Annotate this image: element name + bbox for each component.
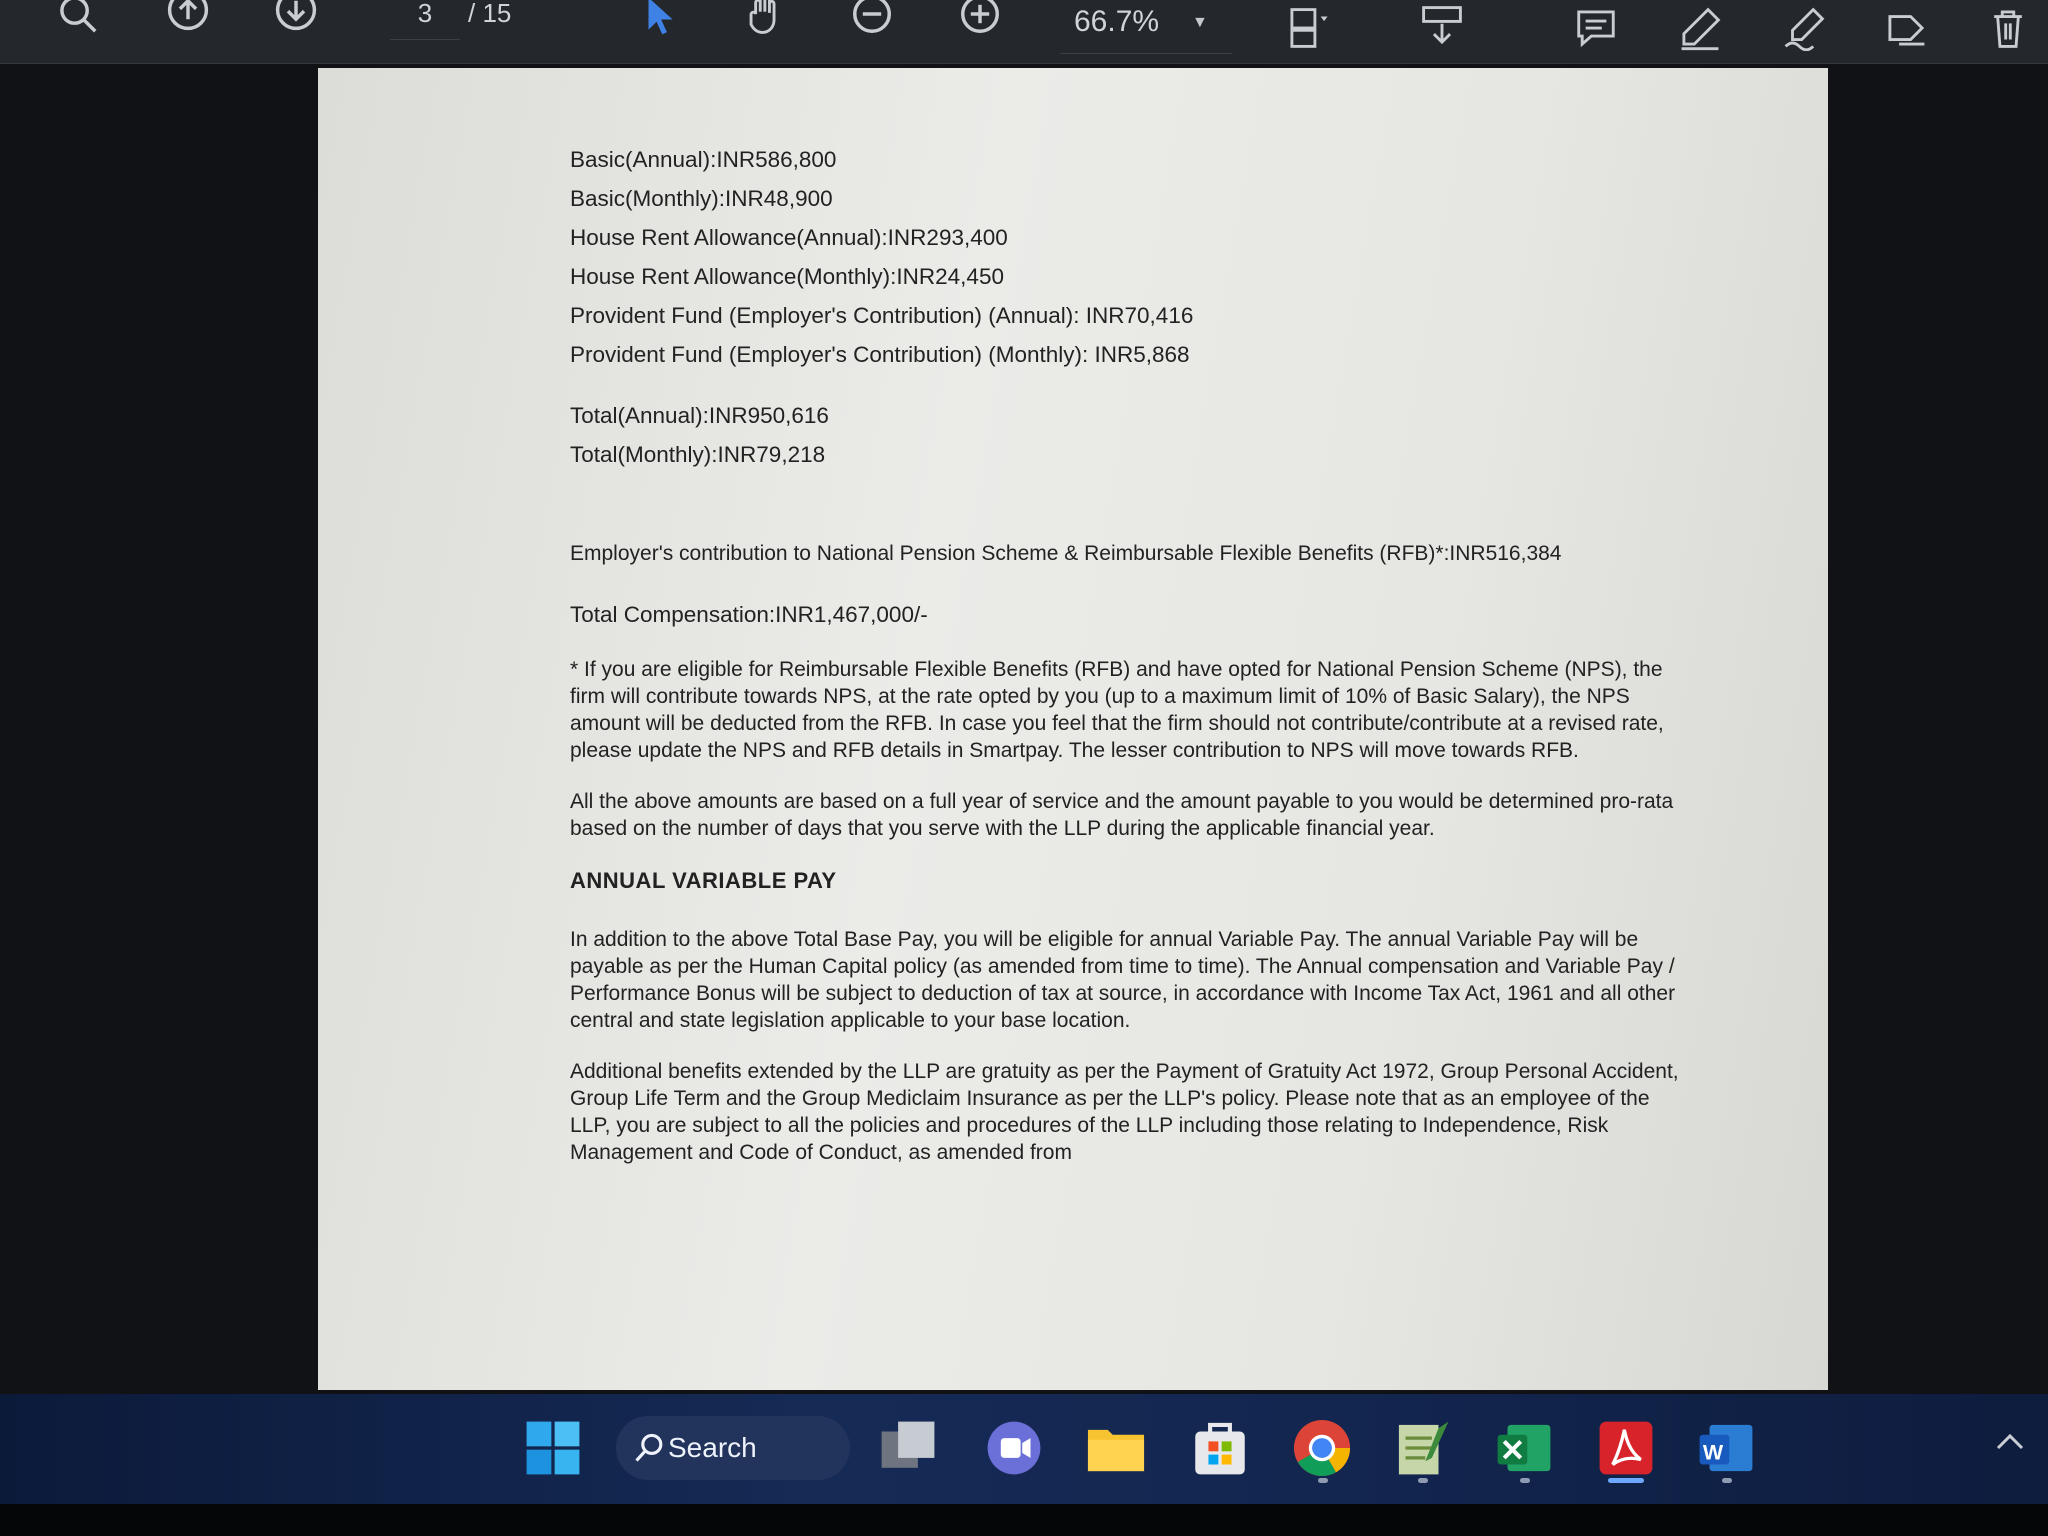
- trash-icon[interactable]: [1978, 4, 2038, 52]
- pdf-page: [318, 68, 1828, 1390]
- draw-icon[interactable]: [1774, 4, 1834, 52]
- running-indicator: [1722, 1478, 1732, 1483]
- page-content: [570, 140, 1690, 1190]
- windows-start-icon[interactable]: [515, 1410, 591, 1486]
- screen-bezel: [0, 1504, 2048, 1536]
- salary-line: Basic(Annual):INR586,800: [570, 147, 837, 172]
- active-app-indicator: [1608, 1478, 1644, 1483]
- chrome-icon[interactable]: [1284, 1410, 1360, 1486]
- running-indicator: [1418, 1478, 1428, 1483]
- total-line: Total(Annual):INR950,616: [570, 403, 829, 428]
- page-layout-icon[interactable]: [1278, 4, 1338, 52]
- scroll-mode-icon[interactable]: [1412, 2, 1472, 50]
- salary-line: Provident Fund (Employer's Contribution) (Monthly): INR5,868: [570, 342, 1190, 367]
- microsoft-store-icon[interactable]: [1182, 1410, 1258, 1486]
- page-number-input[interactable]: 3: [390, 0, 460, 40]
- notepad-icon[interactable]: [1384, 1410, 1460, 1486]
- chevron-down-icon: ▼: [1192, 14, 1208, 31]
- next-page-icon[interactable]: [266, 0, 326, 34]
- running-indicator: [1520, 1478, 1530, 1483]
- total-line: Total(Monthly):INR79,218: [570, 442, 826, 467]
- previous-page-icon[interactable]: [158, 0, 218, 34]
- prorata-paragraph: All the above amounts are based on a full year of service and the amount payable to you would be determined pro-rata based on the number of days that you serve with the LLP during the applicable financial year.: [570, 790, 1674, 840]
- document-viewport[interactable]: [0, 64, 2048, 1394]
- acrobat-icon[interactable]: [1588, 1410, 1664, 1486]
- chevron-up-icon[interactable]: [1990, 1422, 2030, 1462]
- salary-line: Basic(Monthly):INR48,900: [570, 186, 833, 211]
- zoom-in-icon[interactable]: [950, 0, 1010, 38]
- zoom-select[interactable]: [1060, 0, 1232, 54]
- section-heading: ANNUAL VARIABLE PAY: [570, 868, 837, 893]
- footnote-paragraph: * If you are eligible for Reimbursable Flexible Benefits (RFB) and have opted for National Pension Scheme (NPS), the firm will contribute towards NPS, at the rate opted by you (up to a maximum limit of 10% of Basic Salary), the NPS amount will be deducted from the RFB. In case you feel that the firm should not contribute/contribute at a revised rate, please update the NPS and RFB details in Smartpay. The lesser contribution to NPS will move towards RFB.: [570, 658, 1664, 762]
- search-icon: [632, 1430, 668, 1466]
- word-icon[interactable]: [1688, 1410, 1764, 1486]
- search-icon[interactable]: [48, 0, 108, 38]
- highlight-pen-icon[interactable]: [1670, 4, 1730, 52]
- svg-text:W: W: [1702, 1440, 1724, 1465]
- excel-icon[interactable]: [1486, 1410, 1562, 1486]
- salary-line: Provident Fund (Employer's Contribution) (Annual): INR70,416: [570, 303, 1194, 328]
- teams-chat-icon[interactable]: [976, 1410, 1052, 1486]
- page-count: / 15: [468, 0, 512, 28]
- salary-line: House Rent Allowance(Annual):INR293,400: [570, 225, 1008, 250]
- zoom-out-icon[interactable]: [842, 0, 902, 38]
- total-compensation: Total Compensation:INR1,467,000/-: [570, 602, 928, 627]
- task-view-icon[interactable]: [870, 1410, 946, 1486]
- zoom-value: 66.7%: [1074, 5, 1160, 38]
- nps-contribution-line: Employer's contribution to National Pension Scheme & Reimbursable Flexible Benefits (RFB)*:INR516,384: [570, 542, 1562, 565]
- pdf-toolbar: [0, 0, 2048, 64]
- taskbar-search-box[interactable]: [616, 1416, 850, 1480]
- erase-icon[interactable]: [1876, 4, 1936, 52]
- taskbar: [0, 1394, 2048, 1504]
- hand-tool-icon[interactable]: [736, 0, 796, 38]
- search-label: Search: [668, 1432, 757, 1463]
- additional-benefits-paragraph: Additional benefits extended by the LLP are gratuity as per the Payment of Gratuity Act 1972, Group Personal Accident, Group Life Term and the Group Mediclaim Insurance as per the LLP's policy. Please note that as an employee of the LLP, you are subject to all the policies and procedures of the LLP including those relating to Independence, Risk Management and Code of Conduct, as amended from: [570, 1060, 1679, 1164]
- variable-pay-paragraph: In addition to the above Total Base Pay, you will be eligible for annual Variable Pay. The annual Variable Pay will be payable as per the Human Capital policy (as amended from time to time). The Annual compensation and Variable Pay / Performance Bonus will be subject to deduction of tax at source, in accordance with Income Tax Act, 1961 and all other central and state legislation applicable to your base location.: [570, 928, 1676, 1032]
- running-indicator: [1318, 1478, 1328, 1483]
- comment-icon[interactable]: [1566, 4, 1626, 52]
- select-cursor-icon[interactable]: [630, 0, 690, 40]
- salary-line: House Rent Allowance(Monthly):INR24,450: [570, 264, 1004, 289]
- file-explorer-icon[interactable]: [1078, 1410, 1154, 1486]
